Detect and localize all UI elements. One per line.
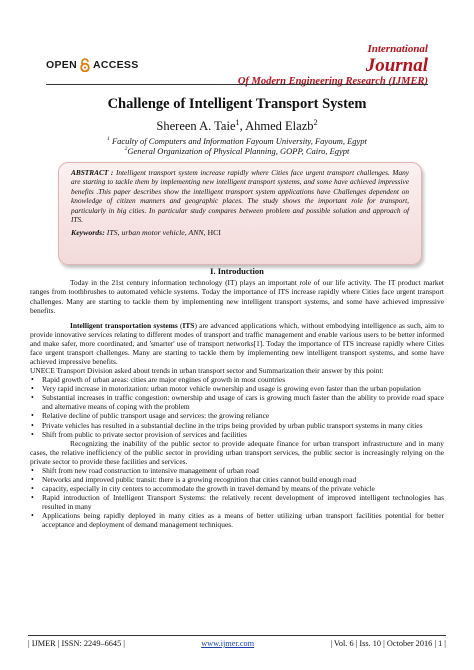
affiliation-2-text: General Organization of Physical Planning, GOPP, Cairo, Egypt <box>127 146 350 156</box>
paper-title: Challenge of Intelligent Transport System <box>107 96 367 112</box>
list-item: • Networks and improved public transit: there is a growing recognition that cities cannot build enough road <box>30 475 444 484</box>
its-open-paren: ( <box>177 320 183 330</box>
section-heading: I. Introduction <box>210 266 264 276</box>
author-1: Shereen A. Taie <box>156 119 236 133</box>
affiliation-2 <box>0 146 474 156</box>
footer-rule <box>28 635 446 636</box>
list-item: • capacity, especially in city centers to accommodate the growth in travel demand by means of the private vehicle <box>30 484 444 493</box>
keywords-line <box>71 228 409 238</box>
list-item: • Very rapid increase in motorization: urban motor vehicle ownership and usage is growing even faster than the urban population <box>30 384 444 393</box>
footer-issn: | IJMER | ISSN: 2249–6645 | <box>28 639 125 648</box>
author-1-sup: 1 <box>235 117 240 127</box>
list-item: • Private vehicles has resulted in a substantial decline in the trips being provided by urban public transport systems in many cities <box>30 421 444 430</box>
list-item: • Rapid introduction of Intelligent Transport Systems: the relatively recent development of improved intelligent technologies has resulted in many <box>30 493 444 511</box>
author-2: Ahmed Elazb <box>245 119 314 133</box>
affiliation-1 <box>0 136 474 146</box>
abstract-text: Intelligent transport system increase rapidly where Cities face urgent transport challenges. Many are starting to tackle them by implementing new intelligent transport systems, and some have achieved impressive benefits .This paper describes show the intelligent transport system applications have Challenges dependent on knowledge of citizen manners and geographic places. The study shows the important role for transport, particularly in big cities. In particular study compares between problem and possible solution and approach of ITS. <box>71 168 410 225</box>
paper-authors: Shereen A. Taie$^1$, Ahmed Elazb$^2$ <box>156 117 318 133</box>
affiliation-2-sup: 2 <box>124 146 128 153</box>
keywords-text: ITS, urban motor vehicle, ANN, <box>106 227 206 237</box>
list-item: • Applications being rapidly deployed in many cities as a means of better utilizing urban transport facilities potential for better acceptance and deployment of demand management techniques. <box>30 511 444 529</box>
journal-line-international: International <box>367 43 428 55</box>
list-item: • Rapid growth of urban areas: cities are major engines of growth in most countries <box>30 375 444 384</box>
intro-paragraph-4: Recognizing the inability of the public sector to provide adequate finance for urban transport infrastructure and in many cases, the relative inefficiency of the public sector in providing urban transport services, the public sector is increasingly relying on the private sector to provide these facilities and services. <box>30 438 444 466</box>
page-footer <box>28 639 446 648</box>
keywords-tail: HCI <box>207 227 221 237</box>
footer-website-link[interactable]: www.ijmer.com <box>201 639 255 648</box>
its-term: Intelligent transportation systems <box>70 320 178 330</box>
keywords-label: Keywords: <box>71 227 105 237</box>
open-access-text-open: OPEN <box>46 59 77 71</box>
list-item: • Shift from public to private sector provision of services and facilities <box>30 430 444 439</box>
intro-paragraph-2 <box>30 321 444 366</box>
trend-list <box>30 375 444 439</box>
abstract-box <box>58 162 422 265</box>
affiliation-1-text: Faculty of Computers and Information Fayoum University, Fayoum, Egypt <box>111 136 367 146</box>
abstract-paragraph <box>71 168 409 225</box>
intro-paragraph-1: Today in the 21st century information technology (IT) plays an important role of our life activity. The IT product market ranges from toothbrushes to automated vehicle systems. Today the importance of ITS increase rapidly where Cities face urgent transport challenges. Many are starting to tackle them by implementing new intelligent transport systems, and some have achieved impressive benefits. <box>30 278 444 315</box>
open-access-text-access: ACCESS <box>92 59 139 71</box>
introduction-section <box>30 266 444 529</box>
footer-volume: | Vol. 6 | Iss. 10 | October 2016 | 1 | <box>330 639 446 648</box>
open-access-lock-icon <box>79 58 91 72</box>
list-item: • Shift from new road construction to intensive management of urban road <box>30 466 444 475</box>
open-access-logo <box>46 58 139 72</box>
header-rule <box>46 84 428 85</box>
its-abbrev: ITS <box>182 320 195 330</box>
journal-line-journal: Journal <box>365 55 428 76</box>
journal-masthead <box>238 44 428 88</box>
journal-line-name: Of Modern Engineering Research (IJMER) <box>237 76 428 87</box>
management-list <box>30 466 444 530</box>
intro-paragraph-3: UNECE Transport Division asked about trends in urban transport sector and Summarization their answer by this point: <box>30 366 384 376</box>
abstract-label: ABSTRACT : <box>71 168 114 177</box>
list-item: • Substantial increases in traffic congestion: ownership and usage of cars is growing much faster than the ability to provide road space and alternative means of coping with the problem <box>30 393 444 411</box>
intro-paragraph-2-rest: ) are advanced applications which, without embodying intelligence as such, aim to provide innovative services relating to different modes of transport and traffic management and enable various users to be better informed and make safer, more coordinated, and 'smarter' use of transport networks[1]. Today the importance of ITS increase rapidly where Cities face urgent transport challenges. Many are starting to tackle them by implementing new intelligent transport systems, and some have achieved impressive benefits. <box>30 320 445 366</box>
author-2-sup: 2 <box>313 117 318 127</box>
affiliation-1-sup: 1 <box>107 136 110 143</box>
list-item: • Relative decline of public transport usage and services: the growing reliance <box>30 411 444 420</box>
